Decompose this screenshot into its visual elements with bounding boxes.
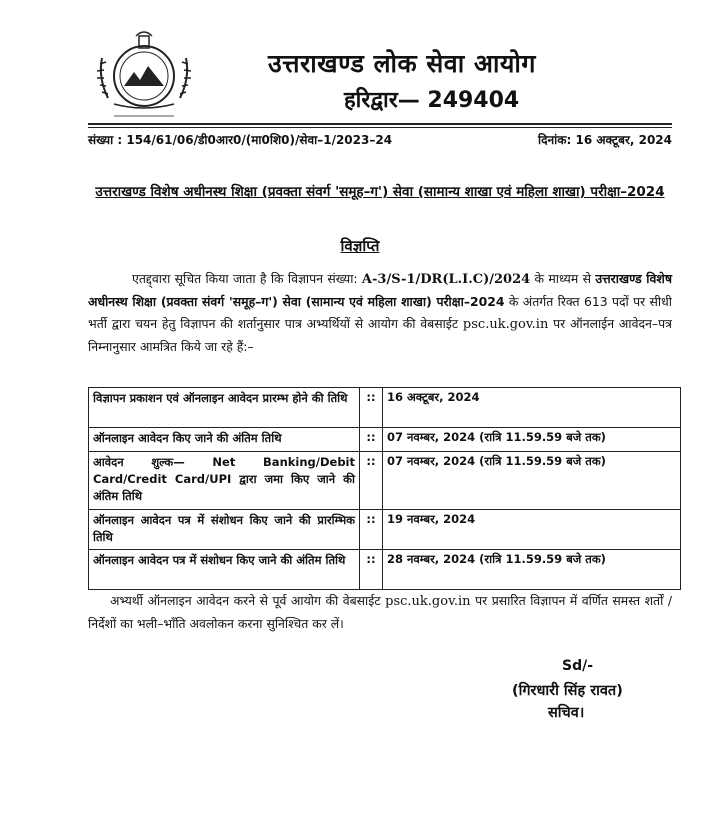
- table-row: [89, 452, 681, 510]
- signatory-name: (गिरधारी सिंह रावत): [512, 683, 623, 699]
- commission-emblem-icon: [94, 28, 194, 120]
- reference-date: दिनांक: 16 अक्टूबर, 2024: [538, 133, 672, 147]
- advt-number: A-3/S-1/DR(L.I.C)/2024: [361, 272, 531, 287]
- notice-body: [88, 268, 672, 358]
- footer-text-2: पर प्रसारित विज्ञापन में वर्णित समस्त शर्तों / निर्देशों का भली–भाँति अवलोकन करना सुनिश्चित कर लें।: [88, 593, 673, 631]
- table-row: [89, 428, 681, 452]
- signatory-designation: सचिव।: [548, 705, 585, 721]
- schedule-value: 28 नवम्बर, 2024 (रात्रि 11.59.59 बजे तक): [383, 550, 681, 590]
- footer-website-link[interactable]: psc.uk.gov.in: [385, 594, 471, 609]
- notice-title: विज्ञप्ति: [340, 237, 380, 255]
- body-text-2: के माध्यम से: [534, 271, 591, 286]
- website-link[interactable]: psc.uk.gov.in: [462, 317, 549, 332]
- schedule-label: विज्ञापन प्रकाशन एवं ऑनलाइन आवेदन प्रारम्भ होने की तिथि: [89, 388, 360, 428]
- table-row: [89, 550, 681, 590]
- schedule-table: [88, 387, 681, 590]
- header-divider-thin: [88, 127, 672, 128]
- body-text-3: के अंतर्गत रिक्त 613 पदों पर सीधी भर्ती द्वारा चयन हेतु विज्ञापन की शर्तानुसार पात्र अभ्यर्थियों से आयोग की वेबसाईट: [88, 294, 672, 331]
- table-row: [89, 510, 681, 550]
- schedule-separator: ::: [360, 452, 383, 510]
- exam-name: उत्तराखण्ड विशेष अधीनस्थ शिक्षा (प्रवक्ता संवर्ग 'समूह–ग') सेवा (सामान्य एवं महिला शाखा) परीक्षा–2024: [88, 271, 672, 309]
- schedule-label: ऑनलाइन आवेदन किए जाने की अंतिम तिथि: [89, 428, 360, 452]
- header-divider: [88, 123, 672, 125]
- notice-subject: उत्तराखण्ड विशेष अधीनस्थ शिक्षा (प्रवक्ता संवर्ग 'समूह–ग') सेवा (सामान्य शाखा एवं महिला शाखा) परीक्षा–2024: [95, 184, 665, 200]
- schedule-separator: ::: [360, 428, 383, 452]
- body-text-4: पर ऑनलाईन आवेदन–पत्र निम्नानुसार आमत्रित किये जा रहे हैं:–: [88, 316, 673, 354]
- body-text-1: एतद्द्वारा सूचित किया जाता है कि विज्ञापन संख्या:: [132, 271, 358, 286]
- schedule-label: आवेदन शुल्क— Net Banking/Debit Card/Credit Card/UPI द्वारा जमा किए जाने की अंतिम तिथि: [89, 452, 360, 510]
- signature-sd: Sd/-: [562, 658, 594, 674]
- schedule-value: 07 नवम्बर, 2024 (रात्रि 11.59.59 बजे तक): [383, 428, 681, 452]
- commission-title: उत्तराखण्ड लोक सेवा आयोग: [268, 49, 536, 78]
- table-row: [89, 388, 681, 428]
- schedule-value: 16 अक्टूबर, 2024: [383, 388, 681, 428]
- footer-text-1: अभ्यर्थी ऑनलाइन आवेदन करने से पूर्व आयोग की वेबसाईट: [110, 593, 381, 608]
- schedule-separator: ::: [360, 550, 383, 590]
- schedule-value: 19 नवम्बर, 2024: [383, 510, 681, 550]
- reference-line: [88, 131, 672, 148]
- schedule-separator: ::: [360, 388, 383, 428]
- commission-address: हरिद्वार— 249404: [344, 88, 520, 113]
- schedule-value: 07 नवम्बर, 2024 (रात्रि 11.59.59 बजे तक): [383, 452, 681, 510]
- schedule-label: ऑनलाइन आवेदन पत्र में संशोधन किए जाने की प्रारम्भिक तिथि: [89, 510, 360, 550]
- schedule-separator: ::: [360, 510, 383, 550]
- footer-note: [88, 590, 672, 635]
- reference-number: संख्या : 154/61/06/डी0आर0/(मा0शि0)/सेवा–1/2023–24: [88, 133, 393, 147]
- schedule-label: ऑनलाइन आवेदन पत्र में संशोधन किए जाने की अंतिम तिथि: [89, 550, 360, 590]
